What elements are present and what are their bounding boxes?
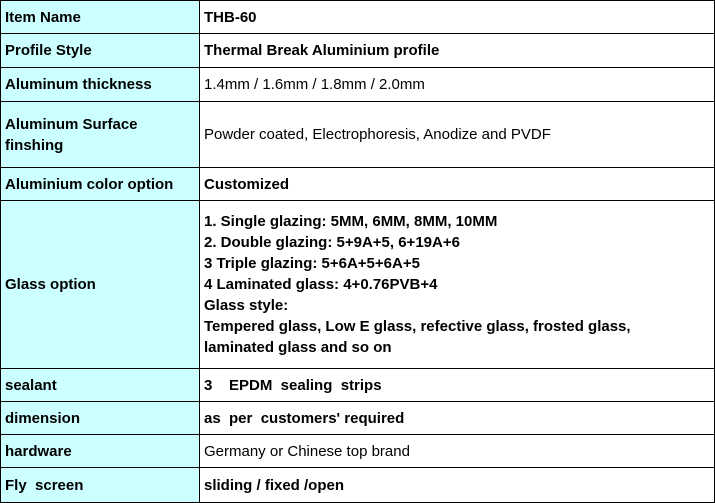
glass-line: laminated glass and so on [204,339,392,356]
row-label-aluminum-thickness: Aluminum thickness [1,68,200,102]
glass-line: 3 Triple glazing: 5+6A+5+6A+5 [204,255,420,272]
table-row [1,1,715,34]
table-row [1,468,715,503]
row-value-sealant: 3 EPDM sealing strips [200,369,715,402]
row-value-profile-style: Thermal Break Aluminium profile [200,34,715,68]
label-line: finshing [5,136,64,154]
table-row [1,168,715,201]
table-row [1,34,715,68]
label-line: Aluminum Surface [5,115,138,133]
row-label-item-name: Item Name [1,1,200,34]
table-row [1,402,715,435]
row-value-color-option: Customized [200,168,715,201]
table-row [1,201,715,369]
row-label-surface-finishing [1,102,200,168]
table-row [1,102,715,168]
row-label-color-option: Aluminium color option [1,168,200,201]
row-label-dimension: dimension [1,402,200,435]
row-label-hardware: hardware [1,435,200,468]
row-value-dimension: as per customers' required [200,402,715,435]
table-row [1,435,715,468]
row-value-aluminum-thickness: 1.4mm / 1.6mm / 1.8mm / 2.0mm [200,68,715,102]
row-value-item-name: THB-60 [200,1,715,34]
row-label-glass-option: Glass option [1,201,200,369]
glass-line: 1. Single glazing: 5MM, 6MM, 8MM, 10MM [204,213,498,230]
row-value-fly-screen: sliding / fixed /open [200,468,715,503]
glass-line: Tempered glass, Low E glass, refective glass, frosted glass, [204,318,631,335]
row-label-profile-style: Profile Style [1,34,200,68]
row-label-sealant: sealant [1,369,200,402]
glass-line: 4 Laminated glass: 4+0.76PVB+4 [204,276,438,293]
row-value-glass-option [200,201,715,369]
row-value-hardware: Germany or Chinese top brand [200,435,715,468]
row-value-surface-finishing: Powder coated, Electrophoresis, Anodize and PVDF [200,102,715,168]
table-row [1,68,715,102]
glass-line: Glass style: [204,297,289,314]
row-label-fly-screen: Fly screen [1,468,200,503]
table-row [1,369,715,402]
glass-line: 2. Double glazing: 5+9A+5, 6+19A+6 [204,234,460,251]
